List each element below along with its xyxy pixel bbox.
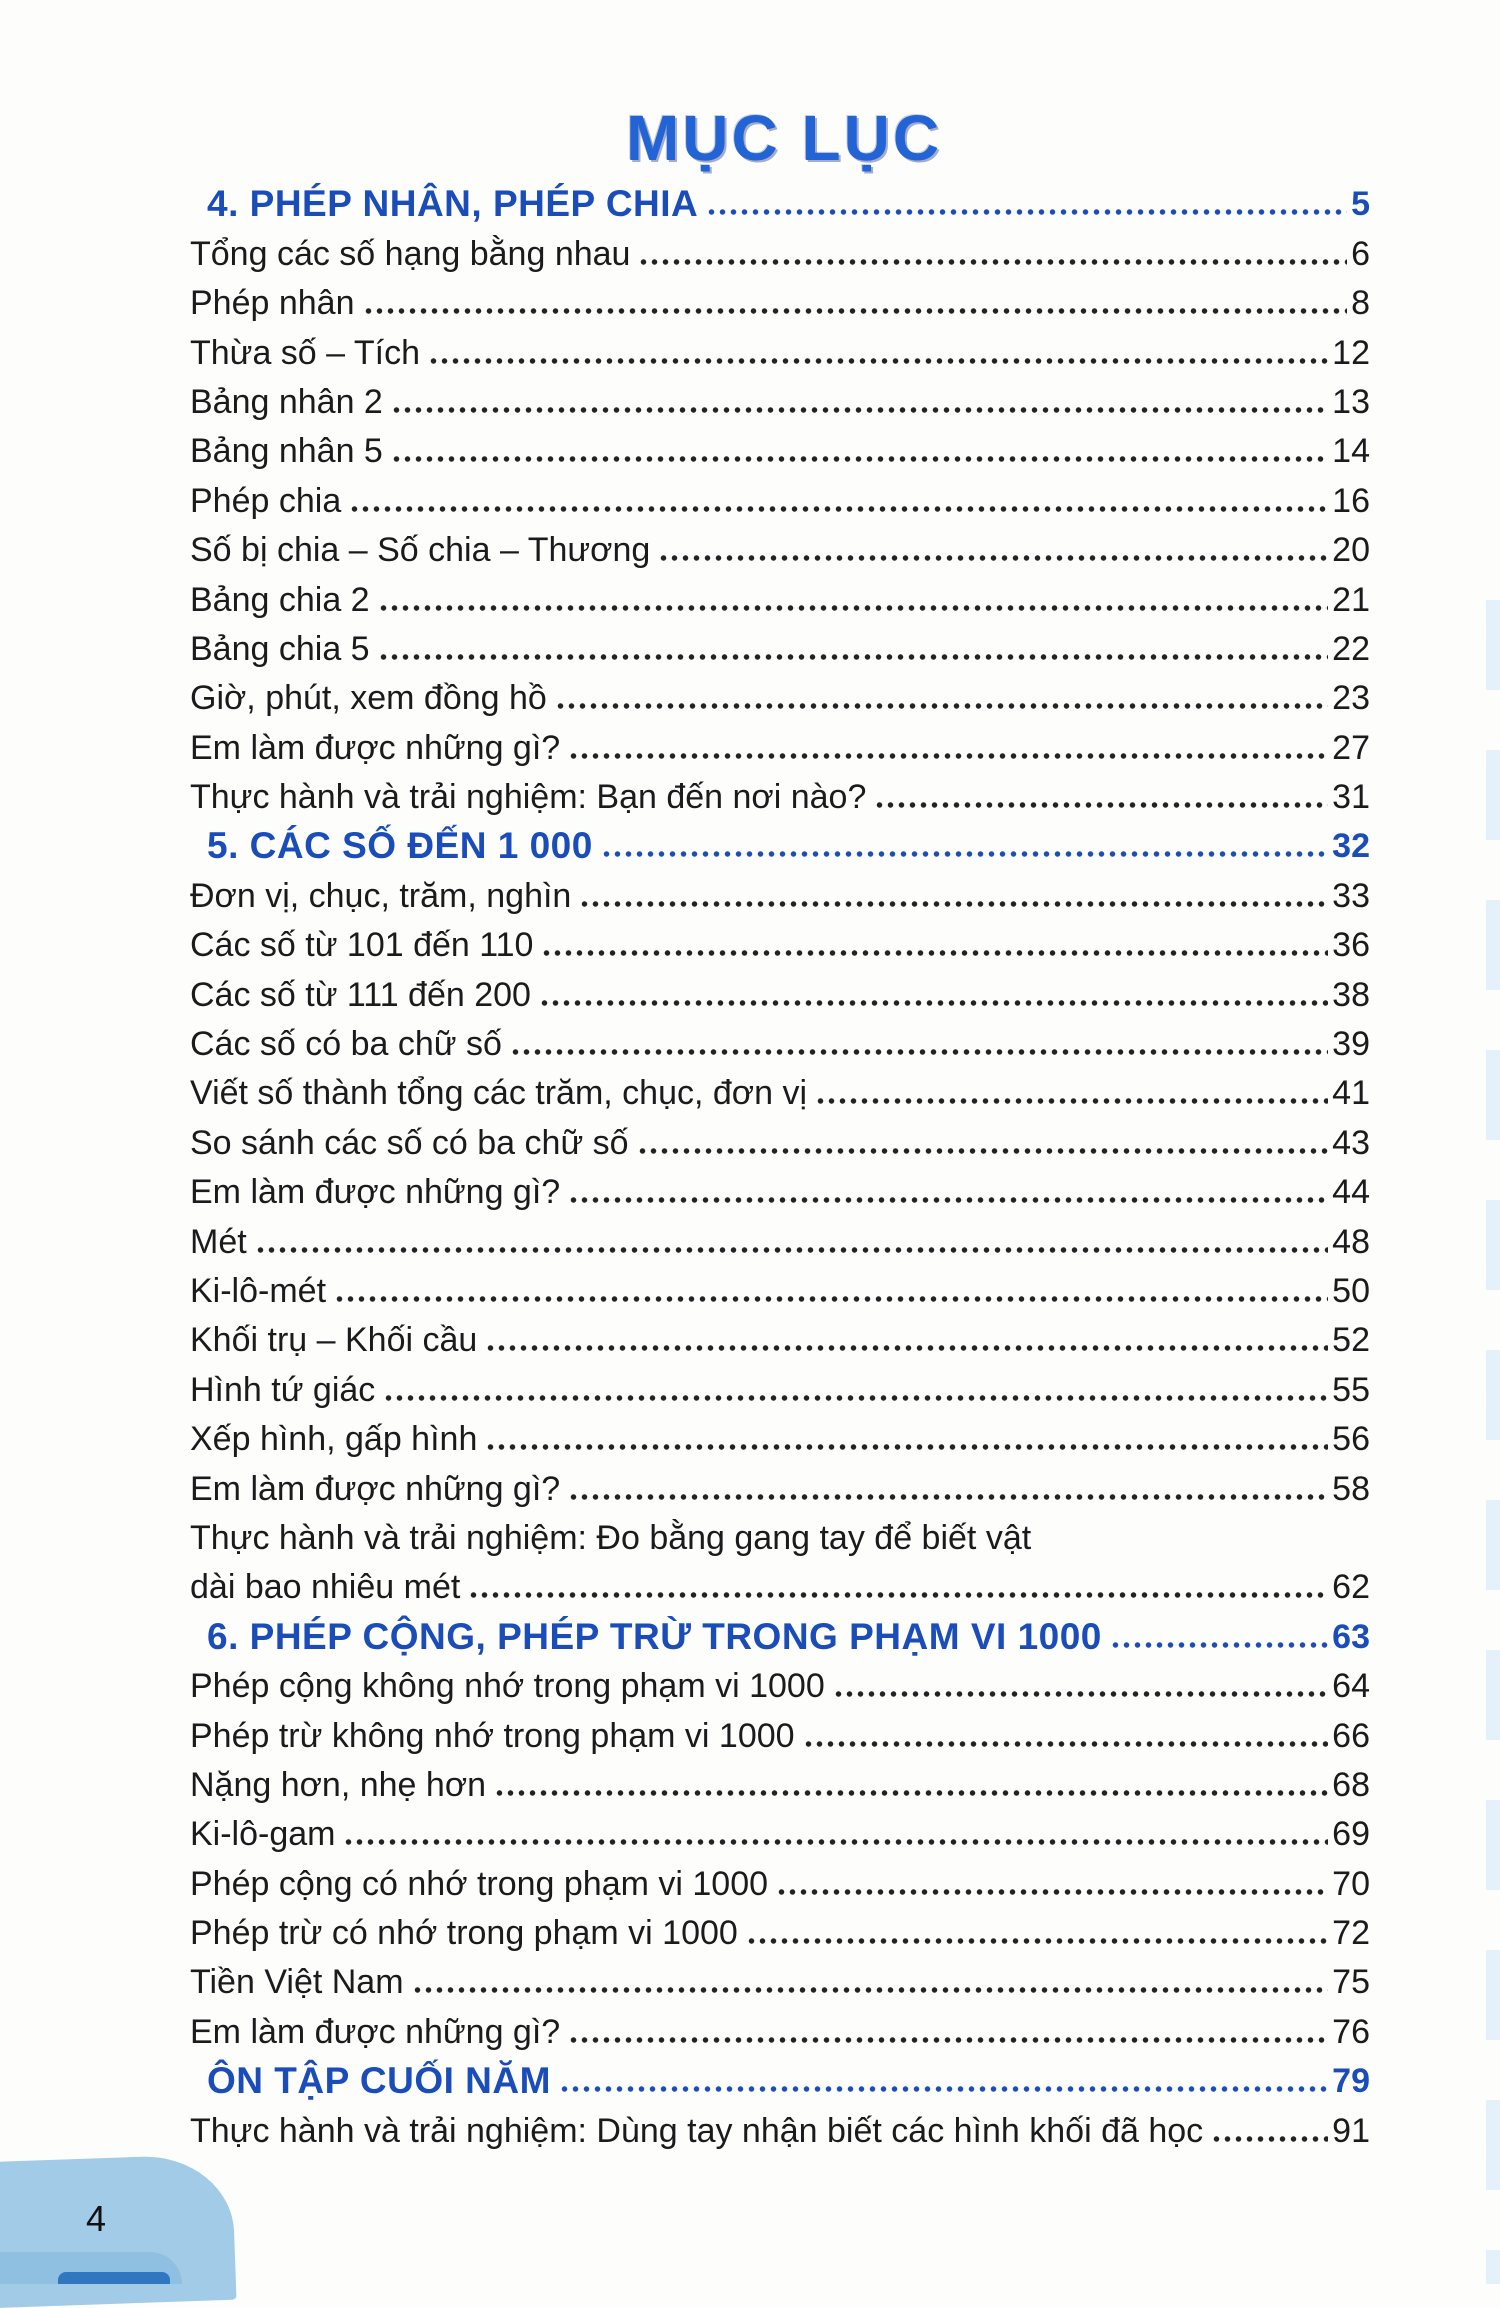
toc-entry-label: Đơn vị, chục, trăm, nghìn [190,876,572,915]
toc-entry-label: Thừa số – Tích [190,333,421,372]
toc-entry-row [190,966,1370,1015]
dot-leader [1110,1616,1328,1658]
toc-entry-label: Các số từ 101 đến 110 [190,926,534,965]
toc-entry-label: 5. CÁC SỐ ĐẾN 1 000 [207,825,593,867]
toc-entry-label: Tổng các số hạng bằng nhau [190,234,631,273]
toc-entry-row [190,719,1370,768]
toc-entry-row [190,1016,1370,1065]
toc-page-number: 27 [1332,728,1370,767]
toc-entry-row [190,1312,1370,1361]
toc-page-number: 69 [1332,1815,1370,1854]
toc-entry-label: Em làm được những gì? [190,728,561,767]
toc-section-row [207,176,1370,225]
toc-page-number: 5 [1351,185,1370,224]
toc-page-number: 16 [1332,481,1370,520]
toc-entry-row [190,917,1370,966]
toc-page-number: 58 [1332,1469,1370,1508]
toc-entry-row [190,1263,1370,1312]
toc-page-number: 6 [1351,234,1370,273]
toc-page-number: 64 [1332,1667,1370,1706]
toc-entry-row [190,275,1370,324]
toc-entry-label: Phép cộng không nhớ trong phạm vi 1000 [190,1667,825,1706]
toc-page-number: 8 [1351,284,1370,323]
toc-page-number: 32 [1332,827,1370,866]
toc-page-number: 55 [1332,1370,1370,1409]
toc-page-number: 41 [1332,1074,1370,1113]
toc-entry-label: Phép nhân [190,284,355,323]
toc-section-row [207,818,1370,867]
toc-entry-label: Mét [190,1222,247,1261]
dot-leader [383,1369,1328,1411]
toc-page-number: 79 [1332,2062,1370,2101]
page-corner-blob [0,2154,236,2308]
toc-entry-row [190,1855,1370,1904]
toc-entry-label: Bảng chia 5 [190,629,370,668]
toc-entry-row [190,1806,1370,1855]
toc-entry-row [190,1559,1370,1608]
toc-section-row [207,2053,1370,2102]
toc-entry-row [190,1460,1370,1509]
dot-leader [363,282,1348,324]
toc-entry-label: Thực hành và trải nghiệm: Dùng tay nhận biết các hình khối đã học [190,2111,1204,2150]
toc-entry-row [190,1114,1370,1163]
toc-entry-row [190,374,1370,423]
toc-entry-row [190,1658,1370,1707]
dot-leader [468,1566,1328,1608]
toc-entry-label: So sánh các số có ba chữ số [190,1123,629,1162]
dot-leader [539,974,1328,1016]
toc-page-number: 43 [1332,1123,1370,1162]
toc-entry-row [190,1411,1370,1460]
dot-leader [638,233,1347,275]
toc-page-number: 36 [1332,926,1370,965]
toc-entry-label: Tiền Việt Nam [190,1963,404,2002]
dot-leader [568,1171,1328,1213]
toc-entry-row [190,1510,1370,1559]
toc-entry-row [190,324,1370,373]
toc-page-number: 39 [1332,1025,1370,1064]
toc-entry-label: Phép trừ có nhớ trong phạm vi 1000 [190,1914,738,1953]
dot-leader [601,825,1328,867]
toc-entry-label: Bảng nhân 2 [190,382,383,421]
toc-entry-label: 4. PHÉP NHÂN, PHÉP CHIA [207,183,699,225]
dot-leader [803,1715,1329,1757]
dot-leader [541,924,1328,966]
dot-leader [874,776,1328,818]
toc-page-number: 76 [1332,2012,1370,2051]
dot-leader [746,1912,1328,1954]
dot-leader [555,677,1328,719]
toc-entry-label: Xếp hình, gấp hình [190,1420,478,1459]
toc-entry-row [190,1954,1370,2003]
toc-entry-row [190,423,1370,472]
dot-leader [494,1764,1328,1806]
toc-entry-label: dài bao nhiêu mét [190,1568,461,1607]
footer-page-number: 4 [86,2198,107,2239]
toc-page-number: 44 [1332,1173,1370,1212]
toc-entry-row [190,769,1370,818]
toc-entry-row [190,1164,1370,1213]
toc-page-number: 52 [1332,1321,1370,1360]
toc-entry-label: Nặng hơn, nhẹ hơn [190,1765,487,1804]
toc-page-number: 38 [1332,975,1370,1014]
dot-leader [378,628,1329,670]
toc-page-number: 56 [1332,1420,1370,1459]
toc-entry-label: Khối trụ – Khối cầu [190,1321,478,1360]
toc-entry-row [190,522,1370,571]
toc-entry-row [190,472,1370,521]
toc-page-number: 23 [1332,679,1370,718]
dot-leader [343,1813,1328,1855]
toc-entry-label: Bảng chia 2 [190,580,370,619]
dot-leader [833,1665,1328,1707]
dot-leader [378,579,1329,621]
toc-page-number: 21 [1332,580,1370,619]
dot-leader [334,1270,1328,1312]
toc-page-number: 68 [1332,1765,1370,1804]
toc-page-number: 70 [1332,1864,1370,1903]
toc-page-number: 12 [1332,333,1370,372]
toc-entry-label: Thực hành và trải nghiệm: Đo bằng gang tay để biết vật [190,1518,1032,1557]
page-title: MỤC LỤC [625,101,943,174]
dot-leader [428,332,1328,374]
toc-entry-label: 6. PHÉP CỘNG, PHÉP TRỪ TRONG PHẠM VI 1000 [207,1615,1102,1657]
toc-page-number: 31 [1332,778,1370,817]
dot-leader [815,1072,1328,1114]
toc-entry-label: Em làm được những gì? [190,2012,561,2051]
toc-page-number: 66 [1332,1716,1370,1755]
toc-entry-label: Ki-lô-mét [190,1271,327,1310]
toc-entry-row [190,225,1370,274]
dot-leader [658,529,1328,571]
scan-edge-artifact [1486,600,1500,2284]
dot-leader [255,1221,1328,1263]
toc-entry-row [190,1707,1370,1756]
dot-leader [485,1319,1328,1361]
toc-entry-row [190,571,1370,620]
dot-leader [706,183,1347,225]
toc-page-number: 63 [1332,1617,1370,1656]
toc-section-row [207,1608,1370,1657]
toc-entry-row [190,1905,1370,1954]
dot-leader [559,2060,1328,2102]
toc-page-number: 20 [1332,531,1370,570]
toc-entry-row [190,1361,1370,1410]
toc-page-number: 22 [1332,629,1370,668]
dot-leader [1211,2110,1328,2152]
dot-leader [349,480,1328,522]
toc-page-number: 13 [1332,382,1370,421]
toc-entry-label: Em làm được những gì? [190,1469,561,1508]
dot-leader [391,430,1328,472]
dot-leader [579,875,1328,917]
toc-entry-row [190,1065,1370,1114]
dot-leader [637,1122,1329,1164]
dot-leader [412,1961,1329,2003]
toc-entry-label: Viết số thành tổng các trăm, chục, đơn vị [190,1074,807,1113]
toc-list [190,176,1370,2152]
toc-page-number: 50 [1332,1271,1370,1310]
toc-entry-label: Thực hành và trải nghiệm: Bạn đến nơi nào? [190,778,867,817]
toc-entry-row [190,1213,1370,1262]
toc-page-number: 62 [1332,1568,1370,1607]
toc-entry-label: Bảng nhân 5 [190,432,383,471]
toc-page-number: 91 [1332,2111,1370,2150]
dot-leader [485,1418,1328,1460]
toc-entry-row [190,867,1370,916]
toc-page-number: 14 [1332,432,1370,471]
toc-entry-label: Các số có ba chữ số [190,1025,502,1064]
toc-page-number: 48 [1332,1222,1370,1261]
dot-leader [510,1023,1328,1065]
toc-entry-row [190,670,1370,719]
dot-leader [776,1863,1328,1905]
toc-entry-label: Em làm được những gì? [190,1173,561,1212]
toc-entry-label: ÔN TẬP CUỐI NĂM [207,2060,551,2102]
dot-leader [391,381,1328,423]
toc-entry-label: Số bị chia – Số chia – Thương [190,531,651,570]
toc-entry-row [190,1757,1370,1806]
toc-page-number: 75 [1332,1963,1370,2002]
toc-entry-label: Phép chia [190,481,342,520]
toc-entry-label: Hình tứ giác [190,1370,376,1409]
toc-page-number: 33 [1332,876,1370,915]
toc-entry-row [190,2003,1370,2052]
toc-entry-row [190,621,1370,670]
next-page-edge-bar [58,2272,170,2284]
toc-entry-label: Phép trừ không nhớ trong phạm vi 1000 [190,1716,795,1755]
toc-entry-label: Giờ, phút, xem đồng hồ [190,679,547,718]
dot-leader [568,2011,1328,2053]
toc-entry-row [190,2102,1370,2151]
toc-entry-label: Ki-lô-gam [190,1815,336,1854]
dot-leader [568,727,1328,769]
dot-leader [568,1468,1328,1510]
toc-page-number: 72 [1332,1914,1370,1953]
toc-entry-label: Phép cộng có nhớ trong phạm vi 1000 [190,1864,769,1903]
toc-entry-label: Các số từ 111 đến 200 [190,975,531,1014]
